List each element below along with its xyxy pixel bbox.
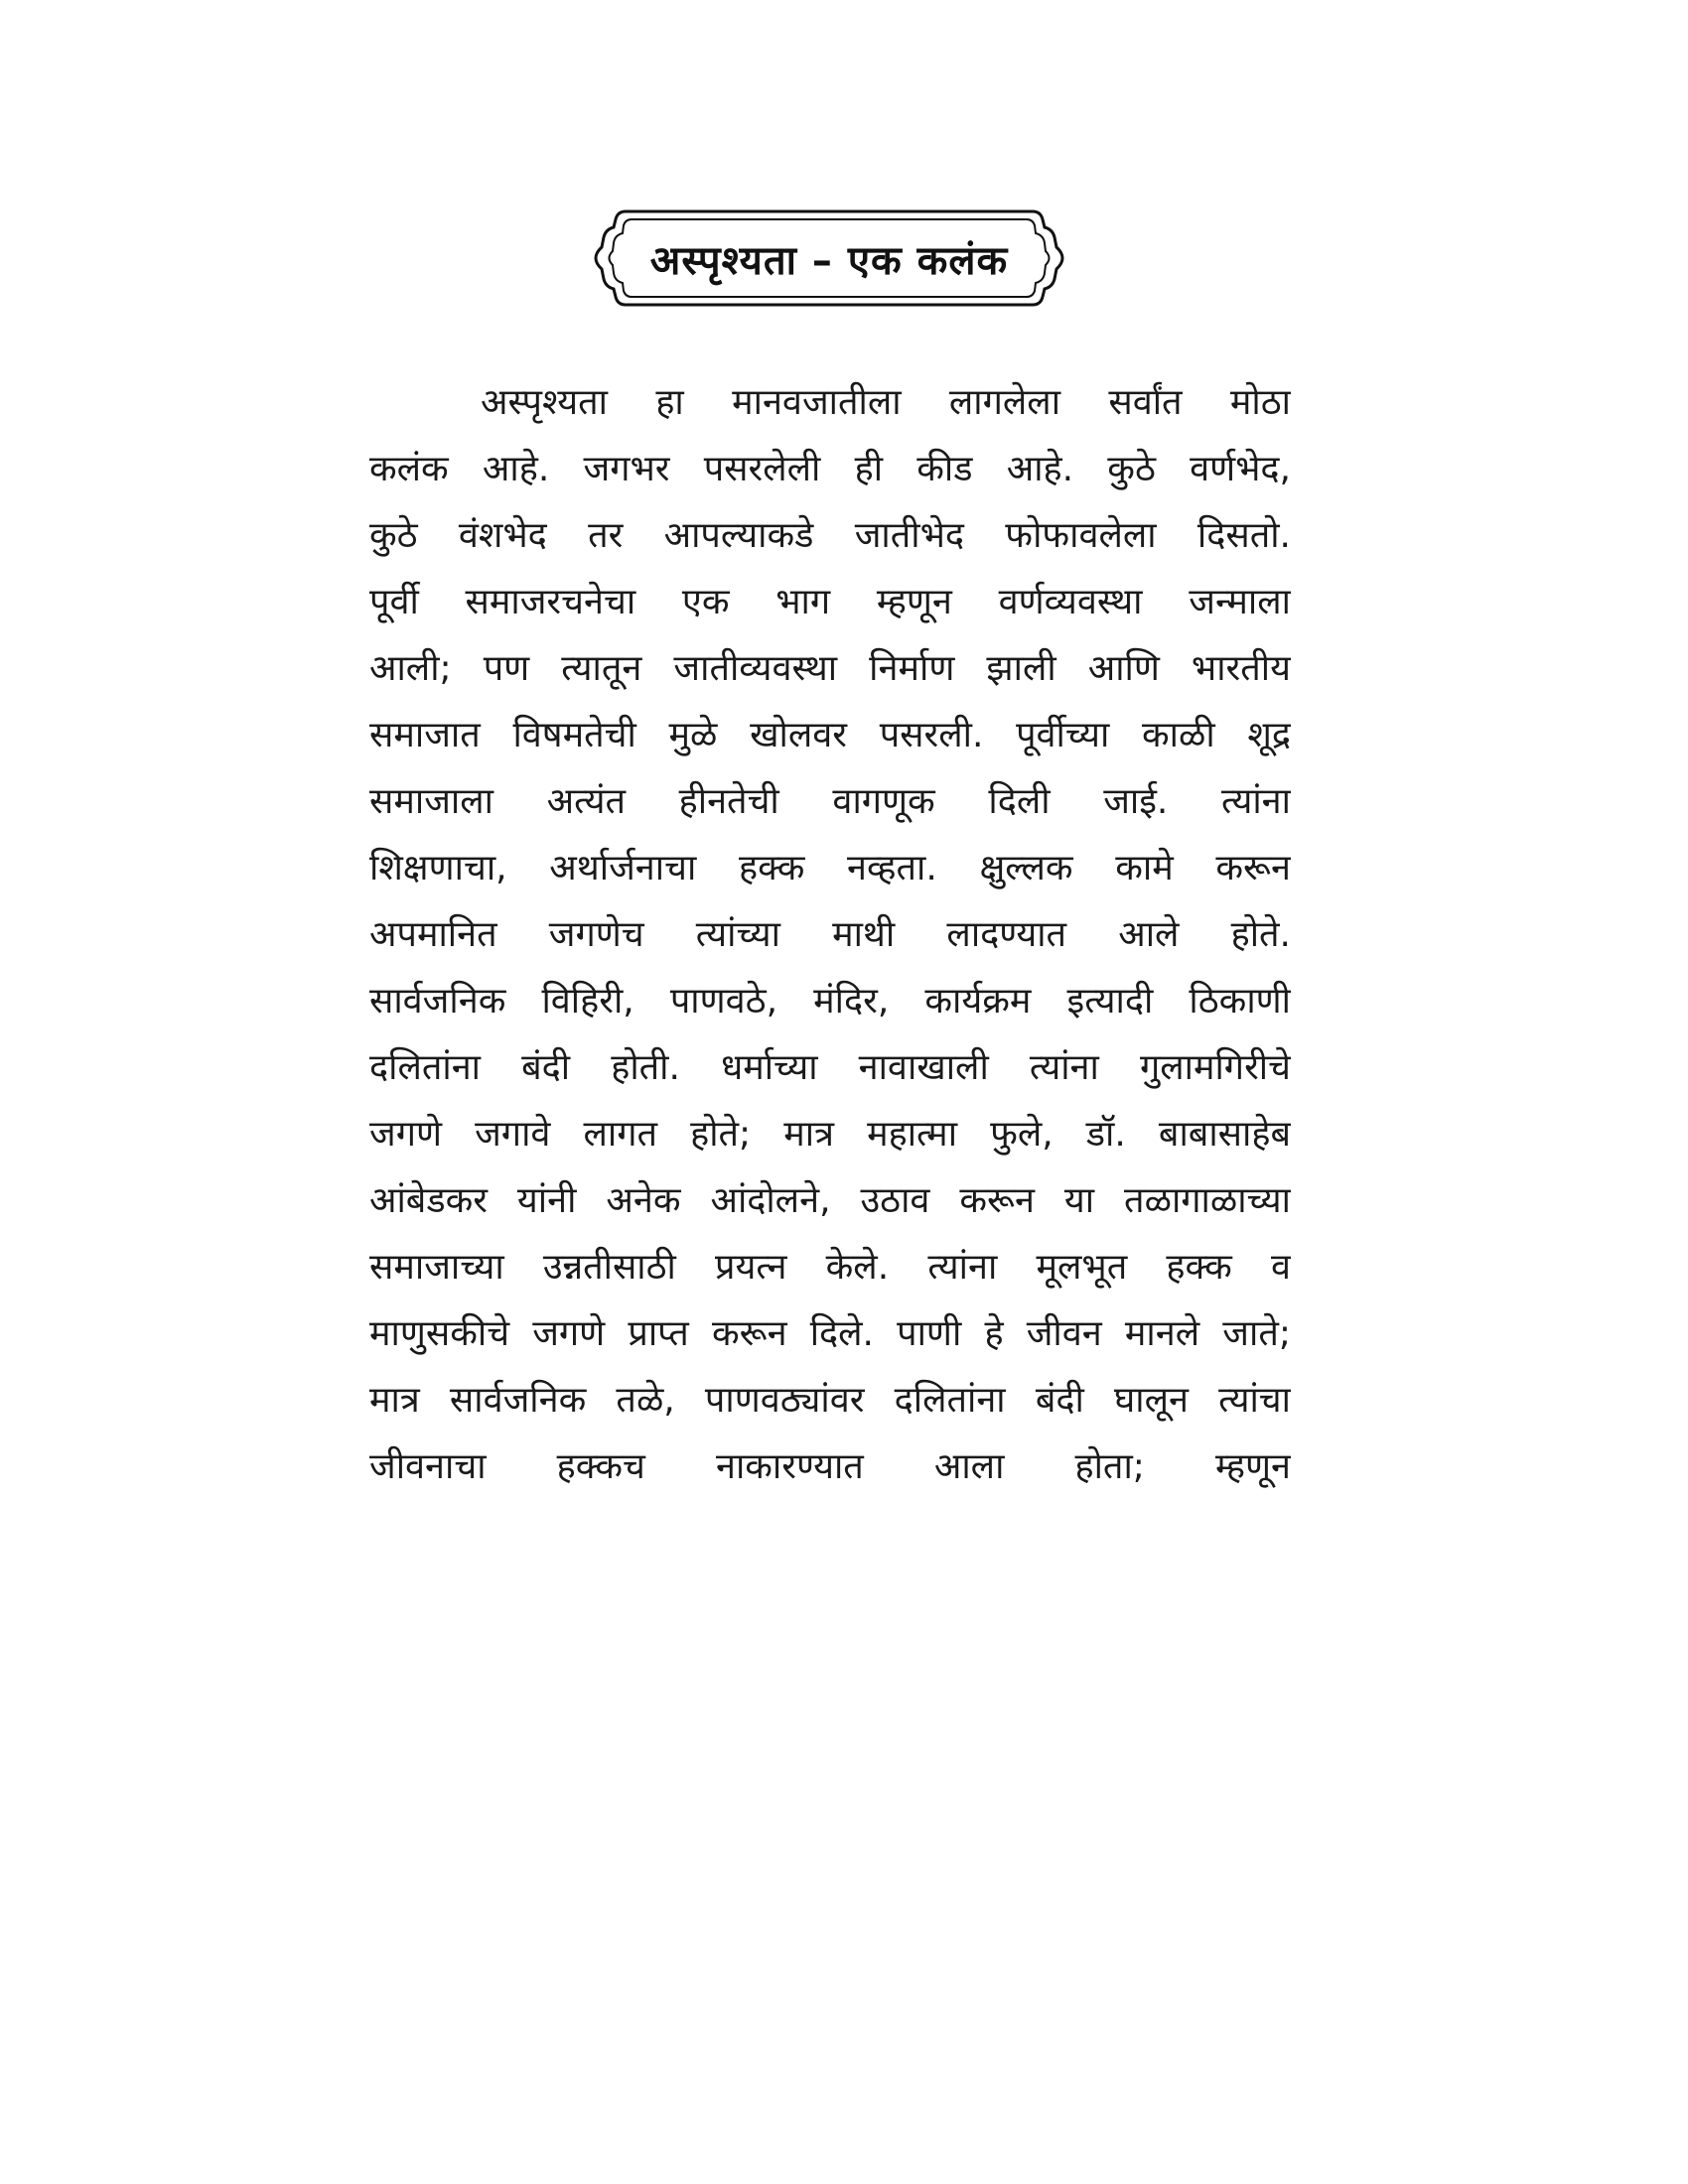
text-line: मात्र सार्वजनिक तळे, पाणवठ्यांवर दलितांना बंदी घालून त्यांचा <box>369 1380 1291 1421</box>
text-line: सार्वजनिक विहिरी, पाणवठे, मंदिर, कार्यक्रम इत्यादी ठिकाणी <box>369 981 1291 1022</box>
body-paragraph <box>369 369 1291 1500</box>
text-line: अस्पृश्यता हा मानवजातीला लागलेला सर्वांत मोठा <box>481 382 1291 423</box>
text-line: कुठे वंशभेद तर आपल्याकडे जातीभेद फोफावलेला दिसतो. <box>369 515 1291 556</box>
text-line: शिक्षणाचा, अर्थार्जनाचा हक्क नव्हता. क्षुल्लक कामे करून <box>369 848 1291 888</box>
chapter-title: अस्पृश्यता – एक कलंक <box>649 237 1009 284</box>
text-line: माणुसकीचे जगणे प्राप्त करून दिले. पाणी हे जीवन मानले जाते; <box>369 1313 1291 1354</box>
text-line: समाजाला अत्यंत हीनतेची वागणूक दिली जाई. त्यांना <box>369 781 1291 822</box>
text-line: समाजात विषमतेची मुळे खोलवर पसरली. पूर्वीच्या काळी शूद्र <box>369 715 1291 755</box>
text-line: अपमानित जगणेच त्यांच्या माथी लादण्यात आले होते. <box>369 914 1291 955</box>
text-line: जीवनाचा हक्कच नाकारण्यात आला होता; म्हणून <box>369 1446 1291 1487</box>
text-line: कलंक आहे. जगभर पसरलेली ही कीड आहे. कुठे वर्णभेद, <box>369 449 1291 489</box>
text-line: पूर्वी समाजरचनेचा एक भाग म्हणून वर्णव्यवस्था जन्माला <box>369 582 1291 622</box>
text-line: आंबेडकर यांनी अनेक आंदोलने, उठाव करून या तळागाळाच्या <box>369 1180 1291 1221</box>
text-line: दलितांना बंदी होती. धर्माच्या नावाखाली त्यांना गुलामगिरीचे <box>369 1047 1291 1088</box>
text-line: जगणे जगावे लागत होते; मात्र महात्मा फुले, डॉ. बाबासाहेब <box>369 1114 1291 1155</box>
text-line: आली; पण त्यातून जातीव्यवस्था निर्माण झाली आणि भारतीय <box>369 648 1291 689</box>
title-frame <box>586 204 1072 313</box>
text-line: समाजाच्या उन्नतीसाठी प्रयत्न केले. त्यांना मूलभूत हक्क व <box>369 1247 1291 1288</box>
